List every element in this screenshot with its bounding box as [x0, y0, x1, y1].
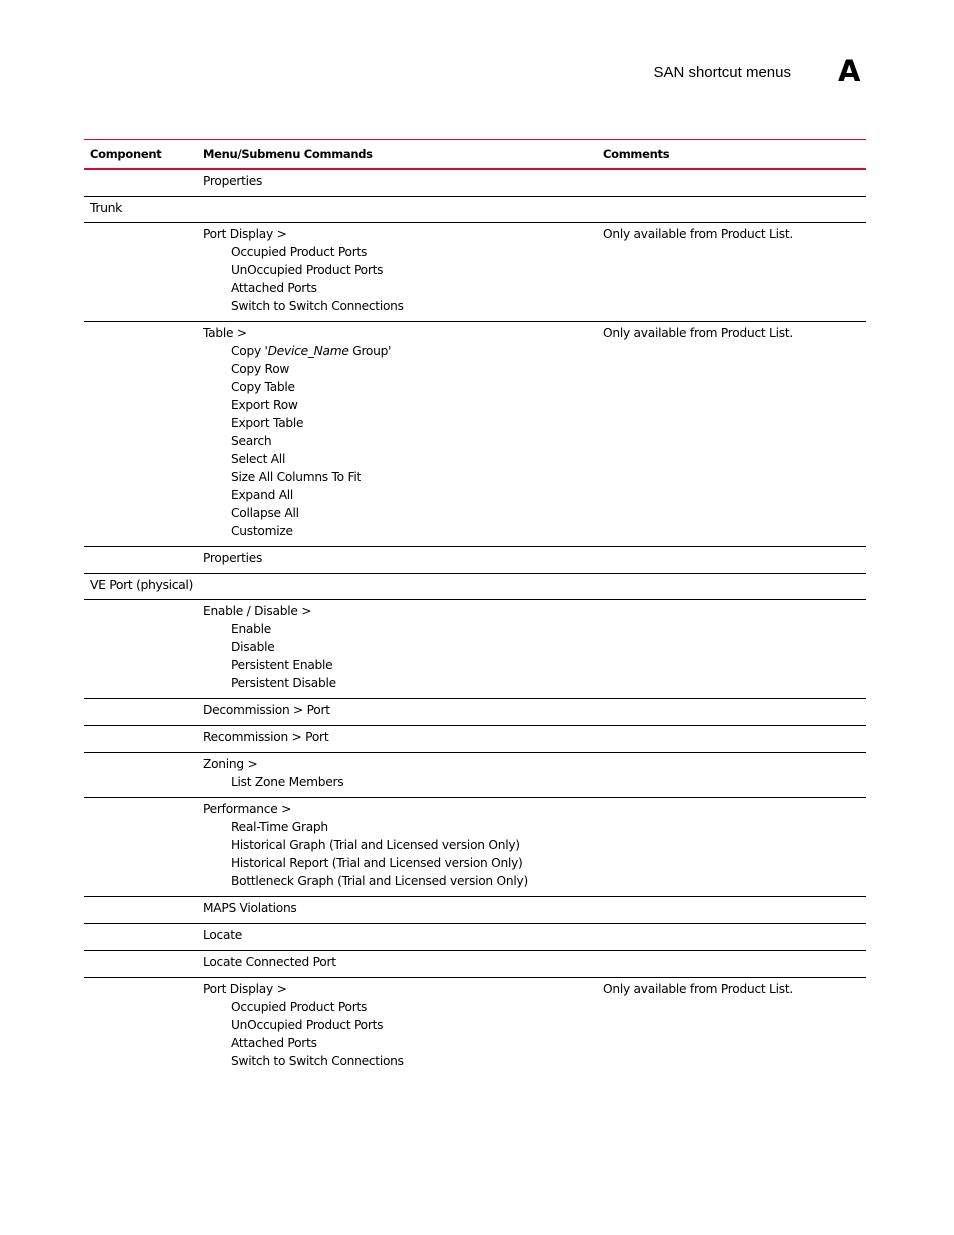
- submenu-command: Expand All: [231, 488, 294, 502]
- table-header: [84, 140, 866, 170]
- component-cell: [84, 324, 197, 540]
- comment-cell: Only available from Product List.: [603, 227, 793, 241]
- menu-commands-cell: [197, 576, 597, 594]
- submenu-command: Export Table: [231, 416, 304, 430]
- submenu-command: Attached Ports: [231, 1036, 317, 1050]
- menu-command: Enable / Disable >: [203, 604, 312, 618]
- comment-cell: [597, 576, 866, 594]
- comment-cell: [597, 755, 866, 791]
- component-cell: [84, 953, 197, 971]
- menu-command: Port Display >: [203, 982, 287, 996]
- comment-cell: [597, 549, 866, 567]
- submenu-command: Switch to Switch Connections: [231, 299, 404, 313]
- component-cell: [84, 172, 197, 190]
- submenu-command: Enable: [231, 622, 272, 636]
- placeholder-text: Device_Name: [267, 344, 349, 358]
- menu-command: Properties: [203, 174, 263, 188]
- comment-cell: [597, 172, 866, 190]
- menu-command: Locate Connected Port: [203, 955, 336, 969]
- submenu-command: Real-Time Graph: [231, 820, 328, 834]
- submenu-command: Switch to Switch Connections: [231, 1054, 404, 1068]
- submenu-command: Copy 'Device_Name Group': [231, 344, 392, 358]
- submenu-command: Bottleneck Graph (Trial and Licensed version Only): [231, 874, 528, 888]
- submenu-command: List Zone Members: [231, 775, 344, 789]
- menu-command: MAPS Violations: [203, 901, 297, 915]
- column-header-menu-commands: Menu/Submenu Commands: [203, 147, 373, 161]
- component-cell: [84, 755, 197, 791]
- component-cell: [84, 728, 197, 746]
- submenu-command: Export Row: [231, 398, 298, 412]
- table-row: [84, 322, 866, 547]
- component-cell: VE Port (physical): [90, 577, 193, 592]
- menu-command: Decommission > Port: [203, 703, 330, 717]
- menu-command: Performance >: [203, 802, 292, 816]
- menu-commands-cell: [197, 926, 597, 944]
- menu-commands-cell: [197, 980, 597, 1070]
- table-row: [84, 951, 866, 978]
- component-cell: [84, 926, 197, 944]
- table-body: [84, 170, 866, 1076]
- comment-cell: [597, 602, 866, 692]
- menu-commands-cell: [197, 755, 597, 791]
- menu-commands-cell: [197, 701, 597, 719]
- comment-cell: [597, 953, 866, 971]
- menu-commands-cell: [197, 953, 597, 971]
- section-title: SAN shortcut menus: [653, 64, 791, 81]
- submenu-command: Attached Ports: [231, 281, 317, 295]
- comment-cell: Only available from Product List.: [603, 326, 793, 340]
- comment-cell: [597, 728, 866, 746]
- menu-commands-cell: [197, 199, 597, 217]
- component-cell: [84, 225, 197, 315]
- menu-command: Locate: [203, 928, 242, 942]
- component-cell: [84, 899, 197, 917]
- comment-cell: [597, 800, 866, 890]
- table-row: [84, 897, 866, 924]
- submenu-command: Collapse All: [231, 506, 299, 520]
- menu-commands-cell: [197, 728, 597, 746]
- menu-commands-cell: [197, 172, 597, 190]
- column-header-component: Component: [90, 147, 162, 161]
- component-cell: [84, 980, 197, 1070]
- submenu-command: UnOccupied Product Ports: [231, 1018, 384, 1032]
- menu-commands-cell: [197, 899, 597, 917]
- table-row: [84, 978, 866, 1076]
- table-row: [84, 170, 866, 197]
- appendix-letter: A: [838, 54, 861, 88]
- submenu-command: Customize: [231, 524, 293, 538]
- table-row: [84, 223, 866, 322]
- submenu-command: Disable: [231, 640, 275, 654]
- menu-commands-cell: [197, 800, 597, 890]
- table-row: [84, 726, 866, 753]
- component-cell: [84, 549, 197, 567]
- component-cell: [84, 602, 197, 692]
- component-cell: [84, 701, 197, 719]
- table-row: [84, 600, 866, 699]
- menu-commands-cell: [197, 225, 597, 315]
- submenu-command: Persistent Disable: [231, 676, 336, 690]
- submenu-command: Copy Row: [231, 362, 290, 376]
- component-cell: Trunk: [90, 200, 123, 215]
- submenu-command: Copy Table: [231, 380, 295, 394]
- submenu-command: Historical Report (Trial and Licensed version Only): [231, 856, 523, 870]
- table-row: [84, 798, 866, 897]
- component-cell: [84, 800, 197, 890]
- submenu-command: Search: [231, 434, 272, 448]
- submenu-command: Historical Graph (Trial and Licensed version Only): [231, 838, 520, 852]
- submenu-command: Select All: [231, 452, 286, 466]
- menu-command: Table >: [203, 326, 247, 340]
- table-row: [84, 574, 866, 600]
- menu-command: Properties: [203, 551, 263, 565]
- comment-cell: [597, 199, 866, 217]
- menu-commands-cell: [197, 324, 597, 540]
- table-row: [84, 753, 866, 798]
- comment-cell: [597, 701, 866, 719]
- menu-command: Recommission > Port: [203, 730, 329, 744]
- table-row: [84, 197, 866, 223]
- menu-command: Port Display >: [203, 227, 287, 241]
- comment-cell: [597, 926, 866, 944]
- menu-commands-cell: [197, 602, 597, 692]
- table-row: [84, 547, 866, 574]
- submenu-command: Size All Columns To Fit: [231, 470, 362, 484]
- table-row: [84, 924, 866, 951]
- submenu-command: UnOccupied Product Ports: [231, 263, 384, 277]
- shortcut-menu-table: [84, 139, 866, 1076]
- column-header-comments: Comments: [603, 147, 670, 161]
- submenu-command: Occupied Product Ports: [231, 245, 368, 259]
- comment-cell: Only available from Product List.: [603, 982, 793, 996]
- table-row: [84, 699, 866, 726]
- submenu-command: Persistent Enable: [231, 658, 333, 672]
- comment-cell: [597, 899, 866, 917]
- menu-commands-cell: [197, 549, 597, 567]
- menu-command: Zoning >: [203, 757, 258, 771]
- submenu-command: Occupied Product Ports: [231, 1000, 368, 1014]
